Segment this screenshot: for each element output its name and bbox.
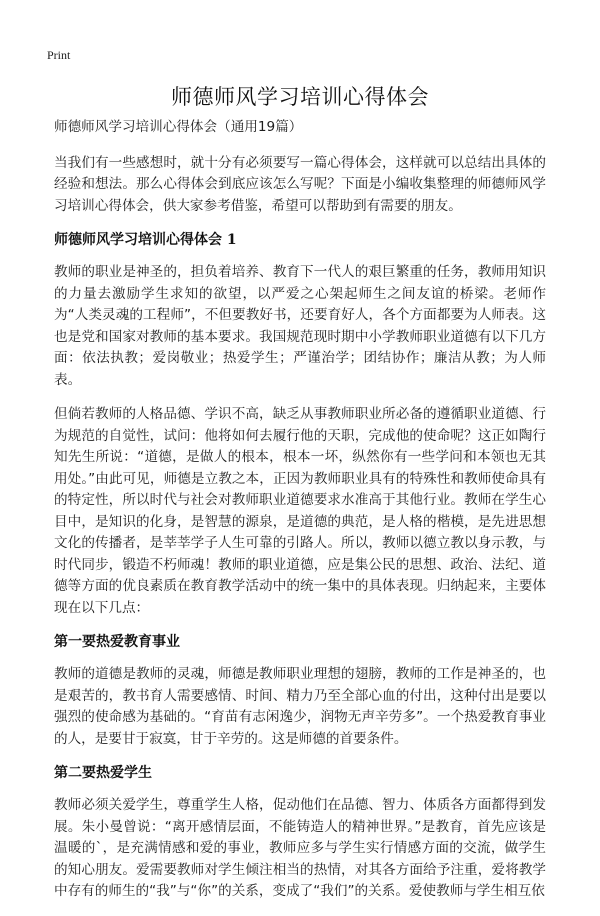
paragraph: 教师必须关爱学生，尊重学生人格，促动他们在品德、智力、体质各方面都得到发展。朱小曼曾说：“离开感情层面，不能铸造人的精神世界。”是教育，首先应该是温暖的`，是充满情感和爱的事业，教师应多与学生实行情感方面的交流，做学生的知心朋友。爱需要教师对学生倾注相当的热情，对其各方面给予注重，爱将教学中存有的师生的“我”与“你”的关系，变成了“我们”的关系。爱使教师与学生相互依	[54, 797, 546, 899]
intro-paragraph: 当我们有一些感想时，就十分有必须要写一篇心得体会，这样就可以总结出具体的经验和想法。那么心得体会到底应该怎么写呢？下面是小编收集整理的师德师风学习培训心得体会，供大家参考借鉴，希望可以帮助到有需要的朋友。	[54, 154, 546, 214]
section-heading: 第二要热爱学生	[54, 765, 152, 781]
article-subtitle: 师德师风学习培训心得体会（通用19篇）	[54, 119, 303, 135]
print-link[interactable]: Print	[47, 48, 71, 62]
section-heading: 师德师风学习培训心得体会 1	[54, 232, 237, 248]
page-title: 师德师风学习培训心得体会	[171, 85, 429, 109]
article-body	[54, 117, 546, 916]
paragraph: 教师的道德是教师的灵魂，师德是教师职业理想的翅膀，教师的工作是神圣的，也是艰苦的，教书育人需要感情、时间、精力乃至全部心血的付出，这种付出是要以强烈的使命感为基础的。“育苗有志闲逸少，润物无声辛劳多”。一个热爱教育事业的人，是要甘于寂寞，甘于辛劳的。这是师德的首要条件。	[54, 666, 546, 747]
section-heading: 第一要热爱教育事业	[54, 634, 180, 650]
paragraph: 教师的职业是神圣的，担负着培养、教育下一代人的艰巨繁重的任务，教师用知识的力量去激励学生求知的欲望，以严爱之心架起师生之间友谊的桥梁。老师作为“人类灵魂的工程师”，不但要教好书，还要育好人，各个方面都要为人师表。这也是党和国家对教师的基本要求。我国规范现时期中小学教师职业道德有以下几方面：依法执教；爱岗敬业；热爱学生；严谨治学；团结协作；廉洁从教；为人师表。	[54, 264, 546, 388]
paragraph: 但倘若教师的人格品德、学识不高，缺乏从事教师职业所必备的遵循职业道德、行为规范的自觉性，试问：他将如何去履行他的天职，完成他的使命呢？这正如陶行知先生所说：“道德，是做人的根本，根本一坏，纵然你有一些学问和本领也无其用处。”由此可见，师德是立教之本，正因为教师职业具有的特殊性和教师使命具有的特定性，所以时代与社会对教师职业道德要求水准高于其他行业。教师在学生心目中，是知识的化身，是智慧的源泉，是道德的典范，是人格的楷模，是先进思想文化的传播者，是莘莘学子人生可靠的引路人。所以，教师以德立教以身示教，与时代同步，锻造不朽师魂！教师的职业道德，应是集公民的思想、政治、法纪、道德等方面的优良素质在教育教学活动中的统一集中的具体表现。归纳起来，主要体现在以下几点：	[54, 406, 546, 616]
